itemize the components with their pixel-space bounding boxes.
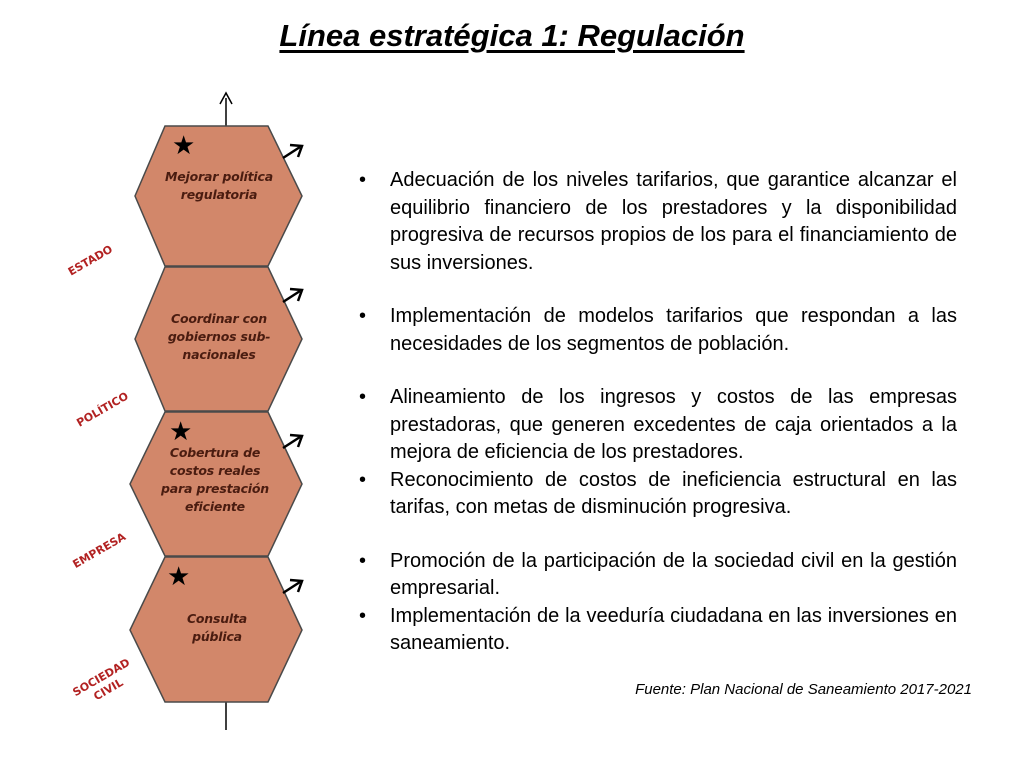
hexagon-label-2: Coordinar con gobiernos sub-nacionales [167,311,271,363]
bullet-item: • Implementación de la veeduría ciudadana en las inversiones en saneamiento. [357,603,957,658]
axis-label-sociedad-civil-text: SOCIEDAD CIVIL [70,655,133,703]
star-icon: ★ [167,561,191,591]
source-note: Fuente: Plan Nacional de Saneamiento 2017-2021 [635,681,972,698]
axis-label-empresa: EMPRESA [70,530,129,571]
axis-label-estado: ESTADO [65,242,115,279]
arrow-icon [283,435,302,448]
bullet-item: • Reconocimiento de costos de ineficiencia estructural en las tarifas, con metas de disminución progresiva. [357,467,957,522]
hexagon-label-1: Mejorar política regulatoria [165,169,273,203]
bullet-list [357,167,957,658]
arrow-icon [283,145,302,158]
bullet-item: • Promoción de la participación de la sociedad civil en la gestión empresarial. [357,548,957,603]
hexagon-label-3: Cobertura de costos reales para prestación eficiente [161,445,269,515]
bullet-item: • Adecuación de los niveles tarifarios, que garantice alcanzar el equilibrio financiero de los prestadores y la disponibilidad progresiva de recursos propios de los para el financiamiento de sus inversiones. [357,167,957,277]
star-icon: ★ [169,416,193,446]
star-icon: ★ [172,130,196,160]
axis-label-politico: POLÍTICO [74,389,131,430]
arrow-icon [283,289,302,302]
arrow-icon [283,580,302,593]
hexagon-diagram [0,0,340,768]
bullet-item: • Implementación de modelos tarifarios que respondan a las necesidades de los segmentos de población. [357,303,957,358]
page-title: Línea estratégica 1: Regulación [279,18,745,53]
bullet-item: • Alineamiento de los ingresos y costos de las empresas prestadoras, que generen excedentes de caja orientados a la mejora de eficiencia de los prestadores. [357,384,957,467]
hexagon-label-4: Consulta pública [186,611,248,645]
